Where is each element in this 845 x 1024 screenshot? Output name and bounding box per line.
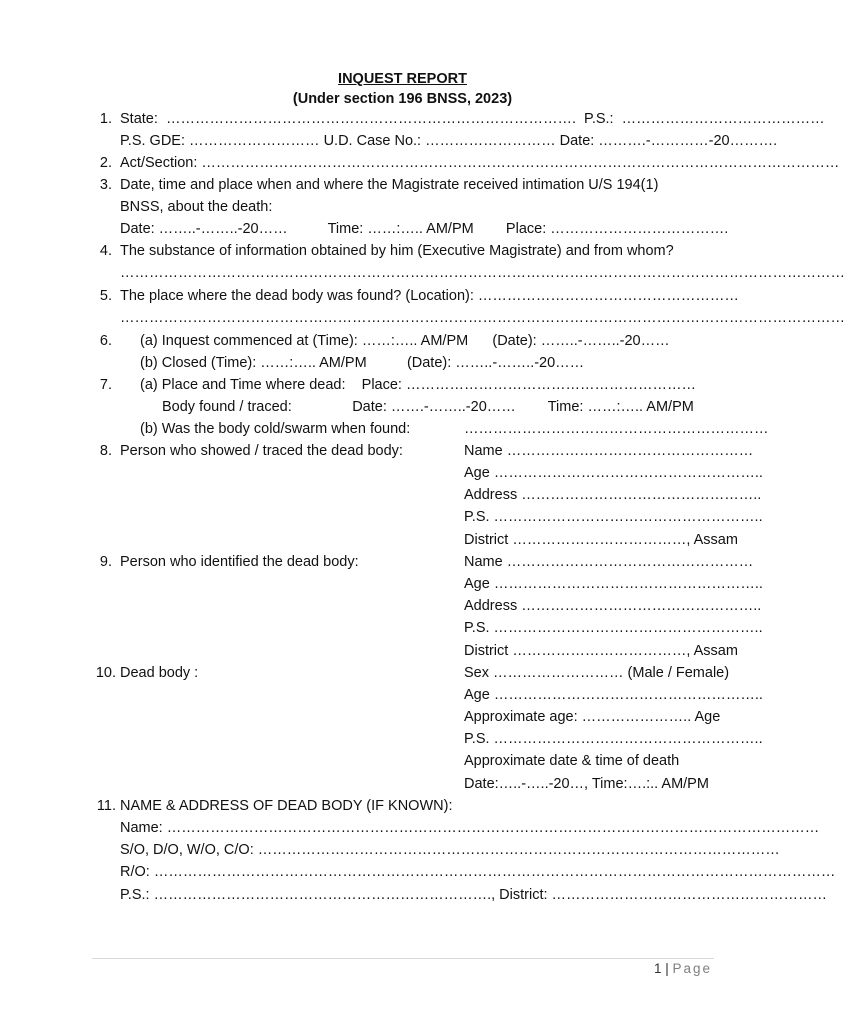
person-identified-label: Person who identified the dead body: <box>120 554 359 570</box>
name-address-heading: NAME & ADDRESS OF DEAD BODY (IF KNOWN): <box>120 798 453 814</box>
page-separator: | <box>661 961 673 976</box>
body-cold-blank: ……………………………………………………… <box>464 421 769 437</box>
item-number: 4. <box>99 243 112 259</box>
item-number: 6. <box>99 333 112 349</box>
shower-age: Age ……………………………………………….. <box>464 465 763 481</box>
body-found-line: Body found / traced: Date: …….-……..-20…… Time: ……:….. AM/PM <box>162 399 694 415</box>
dead-body-age: Age ……………………………………………….. <box>464 687 763 703</box>
shower-name: Name …………………………………………… <box>464 443 754 459</box>
page-subtitle: (Under section 196 BNSS, 2023) <box>292 91 513 107</box>
identifier-ps: P.S. ……………………………………………….. <box>464 620 763 636</box>
shower-address: Address ………………………………………….. <box>464 487 762 503</box>
intimation-datetime-line: Date: ……..-……..-20…… Time: ……:….. AM/PM Place: ………………………………. <box>120 221 729 237</box>
identifier-name: Name …………………………………………… <box>464 554 754 570</box>
deceased-name-line: Name: ……………………………………………………………………………………………………………………… <box>120 820 820 836</box>
information-line: The substance of information obtained by him (Executive Magistrate) and from whom? <box>120 243 674 259</box>
act-section-line: Act/Section: …………………………………………………………………………………………………………………… <box>120 155 840 171</box>
residence-line: R/O: …………………………………………………………………………………………………………………………… <box>120 864 836 880</box>
item-number: 2. <box>99 155 112 171</box>
item-number: 3. <box>99 177 112 193</box>
dead-body-approx-date-label: Approximate date & time of death <box>464 753 680 769</box>
information-blank: …………………………………………………………………………………………………………………………………… <box>120 265 845 281</box>
identifier-age: Age ……………………………………………….. <box>464 576 763 592</box>
footer-divider <box>92 958 714 959</box>
person-showed-label: Person who showed / traced the dead body: <box>120 443 403 459</box>
item-number: 1. <box>99 111 112 127</box>
item-number: 11. <box>96 798 116 814</box>
page-footer <box>654 960 712 978</box>
inquest-commenced-line: (a) Inquest commenced at (Time): ……:….. AM/PM (Date): ……..-……..-20…… <box>140 333 670 349</box>
identifier-address: Address ………………………………………….. <box>464 598 762 614</box>
item-number: 7. <box>99 377 112 393</box>
relation-line: S/O, D/O, W/O, C/O: ……………………………………………………………………………………………… <box>120 842 780 858</box>
dead-body-approx-age: Approximate age: ………………….. Age <box>464 709 721 725</box>
intimation-line: Date, time and place when and where the Magistrate received intimation U/S 194(1) <box>120 177 659 193</box>
page-number: 1 <box>653 961 662 976</box>
ps-district-line: P.S.: ……………………………………………………………., District: ………………………………………………… <box>120 887 828 903</box>
dead-body-sex: Sex ……………………… (Male / Female) <box>464 665 730 681</box>
location-blank: …………………………………………………………………………………………………………………………………… <box>120 310 845 326</box>
shower-ps: P.S. ……………………………………………….. <box>464 509 763 525</box>
place-time-dead-line: (a) Place and Time where dead: Place: …………………………………………………… <box>140 377 696 393</box>
intimation-line-2: BNSS, about the death: <box>120 199 273 215</box>
item-number: 9. <box>99 554 112 570</box>
page-word: Page <box>672 961 712 976</box>
dead-body-label: Dead body : <box>120 665 199 681</box>
location-line: The place where the dead body was found? (Location): ……………………………………………… <box>120 288 739 304</box>
state-ps-line: State: …………………………………………………………………………. P.S.: …………………………………… <box>120 111 825 127</box>
dead-body-date-time: Date:…..-…..-20…, Time:….:.. AM/PM <box>464 776 709 792</box>
item-number: 5. <box>99 288 112 304</box>
body-cold-label: (b) Was the body cold/swarm when found: <box>140 421 411 437</box>
identifier-district: District ………………………………, Assam <box>464 643 738 659</box>
page-title: INQUEST REPORT <box>338 71 467 87</box>
item-number: 8. <box>99 443 112 459</box>
shower-district: District ………………………………, Assam <box>464 532 738 548</box>
dead-body-ps: P.S. ……………………………………………….. <box>464 731 763 747</box>
inquest-closed-line: (b) Closed (Time): ……:….. AM/PM (Date): ……..-……..-20…… <box>140 355 585 371</box>
gde-case-line: P.S. GDE: ……………………… U.D. Case No.: ……………………… Date: ……….-…………-20………. <box>120 133 778 149</box>
item-number: 10. <box>95 665 116 681</box>
